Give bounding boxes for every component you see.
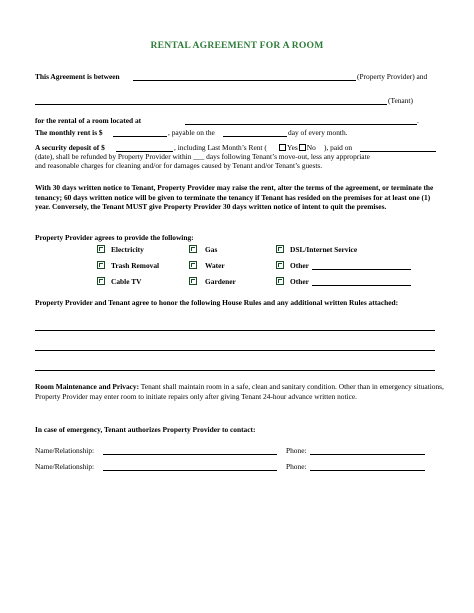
electricity-label: Electricity [111,245,144,254]
deposit-yes-label: Yes [287,143,298,152]
house-rules-line-1[interactable] [35,330,435,331]
cable-tv-checkbox[interactable] [97,277,105,285]
agreement-between-label: This Agreement is between [35,72,120,81]
house-rules-line-2[interactable] [35,350,435,351]
emergency-name-label-1: Name/Relationship: [35,446,95,455]
water-checkbox[interactable] [189,261,197,269]
electricity-checkbox[interactable] [97,245,105,253]
gardener-label: Gardener [205,277,236,286]
emergency-phone-label-2: Phone: [286,462,307,471]
trash-removal-label: Trash Removal [111,261,160,270]
trash-removal-checkbox[interactable] [97,261,105,269]
house-rules-heading: Property Provider and Tenant agree to honor the following House Rules and any additional written Rules attached: [35,298,399,307]
page-title: RENTAL AGREEMENT FOR A ROOM [150,40,324,51]
rent-amount-field[interactable] [113,136,167,137]
cable-tv-label: Cable TV [111,277,142,286]
gardener-checkbox[interactable] [189,277,197,285]
deposit-yes-checkbox[interactable] [279,144,286,151]
emergency-name-field-1[interactable] [103,454,277,455]
room-address-field[interactable] [185,124,417,125]
provider-name-field[interactable] [133,80,356,81]
rent-suffix: day of every month. [288,128,348,137]
deposit-date-field[interactable] [360,151,436,152]
deposit-line3: and reasonable charges for cleaning and/or for damages caused by Tenant and/or Tenant’s guests. [35,161,323,170]
utilities-heading: Property Provider agrees to provide the following: [35,233,194,242]
house-rules-line-3[interactable] [35,370,435,371]
other-1-label: Other [290,261,309,270]
rental-end: . [417,116,419,125]
gas-label: Gas [205,245,218,254]
deposit-label: A security deposit of $ [35,143,105,152]
notice-paragraph: With 30 days written notice to Tenant, Property Provider may raise the rent, alter the terms of the agreement, or terminate the tenancy; 60 days written notice will be given to terminate the tenancy if Tenant has resided on the premises for at least one (1) year. Conversely, the Tenant MUST give Property Provider 30 days written notice of intent to quit the premises. [35,183,434,212]
rent-day-field[interactable] [223,136,287,137]
provider-suffix: (Property Provider) and [357,72,428,81]
emergency-heading: In case of emergency, Tenant authorizes Property Provider to contact: [35,425,256,434]
maintenance-text: Tenant shall maintain room in a safe, clean and sanitary condition. Other than in emergency situations, Property Provider may enter room to initiate repairs only after giving Tenant 24-hour advance written notice. [35,382,444,401]
deposit-line2: (date), shall be refunded by Property Provider within ___ days following Tenant’s move-out, less any appropriate [35,152,370,161]
other-1-checkbox[interactable] [276,261,284,269]
deposit-middle: , including Last Month’s Rent ( [174,143,267,152]
dsl-internet-label: DSL/Internet Service [290,245,358,254]
emergency-phone-field-1[interactable] [310,454,425,455]
other-2-field[interactable] [312,285,411,286]
tenant-name-field[interactable] [35,104,387,105]
other-1-field[interactable] [312,269,411,270]
emergency-name-field-2[interactable] [103,470,277,471]
dsl-internet-checkbox[interactable] [276,245,284,253]
deposit-no-label: No [306,143,316,152]
deposit-no-checkbox[interactable] [299,144,306,151]
water-label: Water [205,261,225,270]
rental-location-label: for the rental of a room located at [35,116,142,125]
maintenance-paragraph [35,382,447,401]
deposit-paid-on: ), paid on [324,143,353,152]
emergency-phone-label-1: Phone: [286,446,307,455]
maintenance-label: Room Maintenance and Privacy: [35,382,140,391]
emergency-phone-field-2[interactable] [310,470,425,471]
gas-checkbox[interactable] [189,245,197,253]
other-2-label: Other [290,277,309,286]
rent-label: The monthly rent is $ [35,128,103,137]
tenant-suffix: (Tenant) [388,96,413,105]
emergency-name-label-2: Name/Relationship: [35,462,95,471]
other-2-checkbox[interactable] [276,277,284,285]
rent-middle: , payable on the [168,128,215,137]
